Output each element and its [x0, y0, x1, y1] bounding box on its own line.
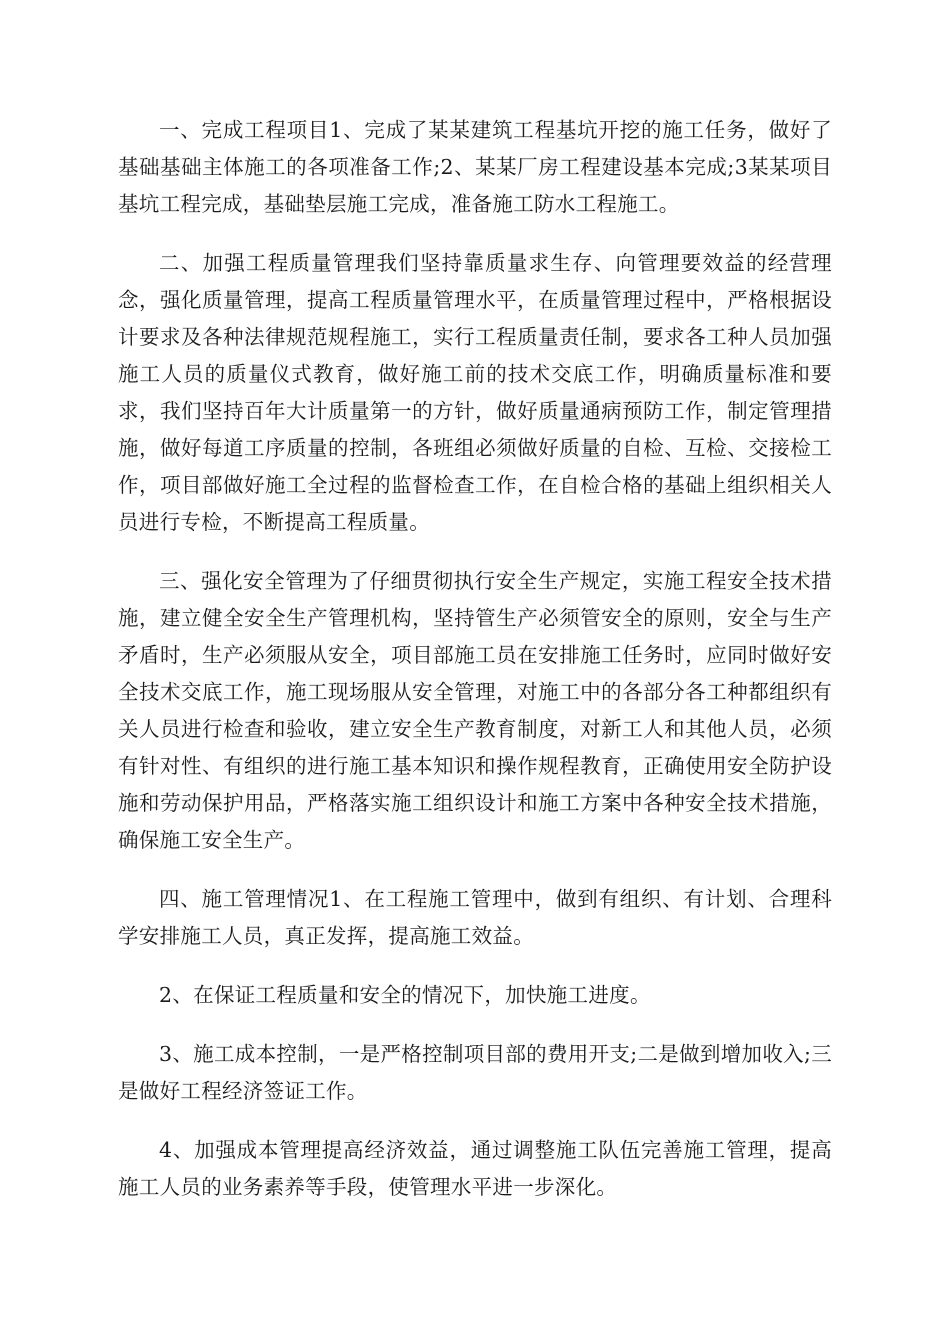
- document-body: [118, 112, 832, 1228]
- paragraph-safety-management: 三、强化安全管理为了仔细贯彻执行安全生产规定，实施工程安全技术措施，建立健全安全生产管理机构，坚持管生产必须管安全的原则，安全与生产矛盾时，生产必须服从安全，项目部施工员在安排施工任务时，应同时做好安全技术交底工作，施工现场服从安全管理，对施工中的各部分各工种都组织有关人员进行检查和验收，建立安全生产教育制度，对新工人和其他人员，必须有针对性、有组织的进行施工基本知识和操作规程教育，正确使用安全防护设施和劳动保护用品，严格落实施工组织设计和施工方案中各种安全技术措施，确保施工安全生产。: [118, 569, 832, 852]
- paragraph-schedule: 2、在保证工程质量和安全的情况下，加快施工进度。: [159, 983, 651, 1007]
- paragraph-construction-management: 四、施工管理情况1、在工程施工管理中，做到有组织、有计划、合理科学安排施工人员，真正发挥，提高施工效益。: [118, 887, 832, 948]
- paragraph-cost-control: 3、施工成本控制，一是严格控制项目部的费用开支;二是做到增加收入;三是做好工程经济签证工作。: [118, 1042, 832, 1103]
- paragraph-completed-projects: 一、完成工程项目1、完成了某某建筑工程基坑开挖的施工任务，做好了基础基础主体施工的各项准备工作;2、某某厂房工程建设基本完成;3某某项目基坑工程完成，基础垫层施工完成，准备施工防水工程施工。: [118, 118, 832, 216]
- paragraph-quality-management: 二、加强工程质量管理我们坚持靠质量求生存、向管理要效益的经营理念，强化质量管理，提高工程质量管理水平，在质量管理过程中，严格根据设计要求及各种法律规范规程施工，实行工程质量责任制，要求各工种人员加强施工人员的质量仪式教育，做好施工前的技术交底工作，明确质量标准和要求，我们坚持百年大计质量第一的方针，做好质量通病预防工作，制定管理措施，做好每道工序质量的控制，各班组必须做好质量的自检、互检、交接检工作，项目部做好施工全过程的监督检查工作，在自检合格的基础上组织相关人员进行专检，不断提高工程质量。: [118, 251, 832, 534]
- paragraph-economic-benefit: 4、加强成本管理提高经济效益，通过调整施工队伍完善施工管理，提高施工人员的业务素养等手段，使管理水平进一步深化。: [118, 1138, 832, 1199]
